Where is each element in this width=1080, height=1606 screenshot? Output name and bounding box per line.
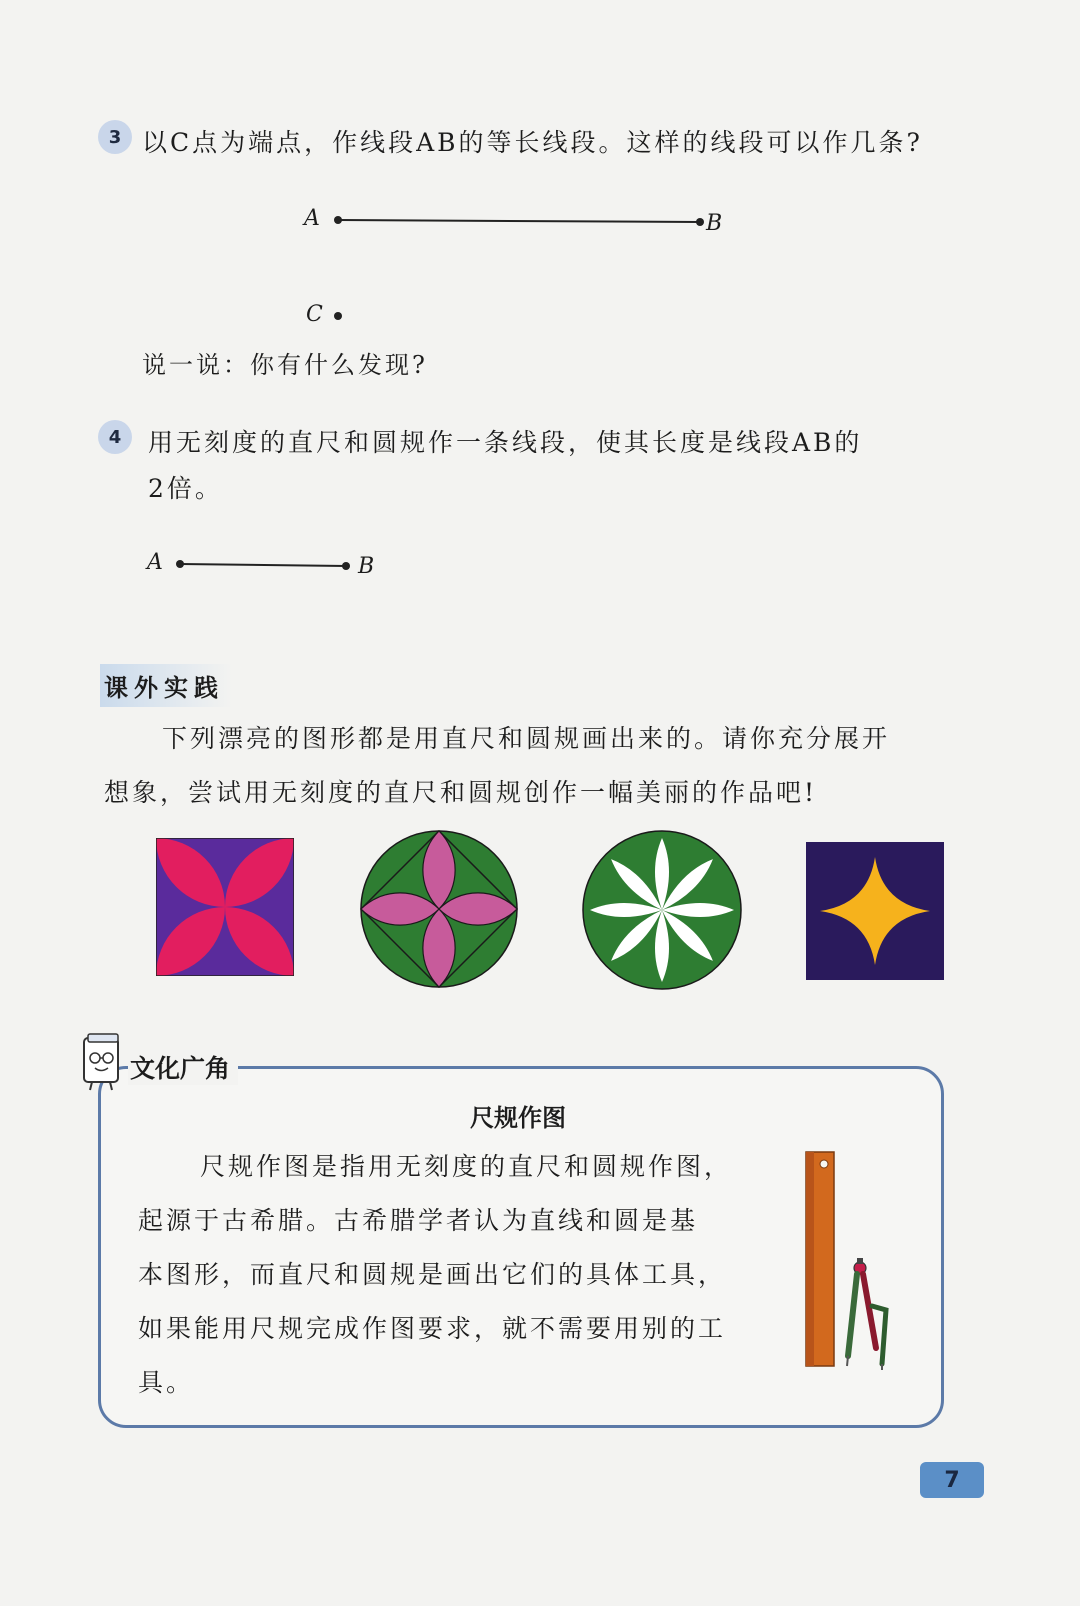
question-3-text: 以C点为端点，作线段AB的等长线段。这样的线段可以作几条? [142,128,923,157]
four-petal-circle-figure [360,830,518,988]
culture-body-line2: 起源于古希腊。古希腊学者认为直线和圆是基 [138,1206,699,1235]
question-number-4: 4 [98,420,132,454]
label-b: B [706,211,723,236]
culture-body-line4: 如果能用尺规完成作图要求，就不需要用别的工 [138,1314,727,1343]
culture-title: 尺规作图 [470,1104,566,1132]
discuss-prompt: 说一说：你有什么发现? [142,351,428,379]
practice-section-title: 课外实践 [100,664,232,707]
practice-paragraph-line2: 想象，尝试用无刻度的直尺和圆规创作一幅美丽的作品吧! [104,778,818,807]
label-a: A [304,206,320,231]
four-point-star-figure [806,842,944,980]
culture-label: 文化广角 [128,1049,238,1085]
label-c: C [306,302,323,327]
question-4-line2: 2倍。 [148,474,223,503]
eight-petal-circle-figure [582,830,742,990]
point-a [334,216,342,224]
segment-ab-figure [290,195,750,255]
label-b-2: B [358,554,375,579]
segment-ab-figure-2 [150,545,370,585]
culture-body-line5: 具。 [138,1368,195,1397]
practice-paragraph-line1: 下列漂亮的图形都是用直尺和圆规画出来的。请你充分展开 [162,724,891,753]
four-petal-square-figure [156,838,294,976]
question-4-line1: 用无刻度的直尺和圆规作一条线段，使其长度是线段AB的 [148,428,863,457]
label-a-2: A [147,550,163,575]
question-number-3: 3 [98,120,132,154]
book-mascot-icon [78,1032,126,1092]
culture-body-line1: 尺规作图是指用无刻度的直尺和圆规作图， [200,1152,733,1181]
point-b [696,218,704,226]
compass-icon [842,1256,898,1372]
ruler-icon [802,1150,838,1370]
page-number: 7 [920,1462,984,1498]
point-c [330,308,346,324]
culture-body-line3: 本图形，而直尺和圆规是画出它们的具体工具， [138,1260,727,1289]
